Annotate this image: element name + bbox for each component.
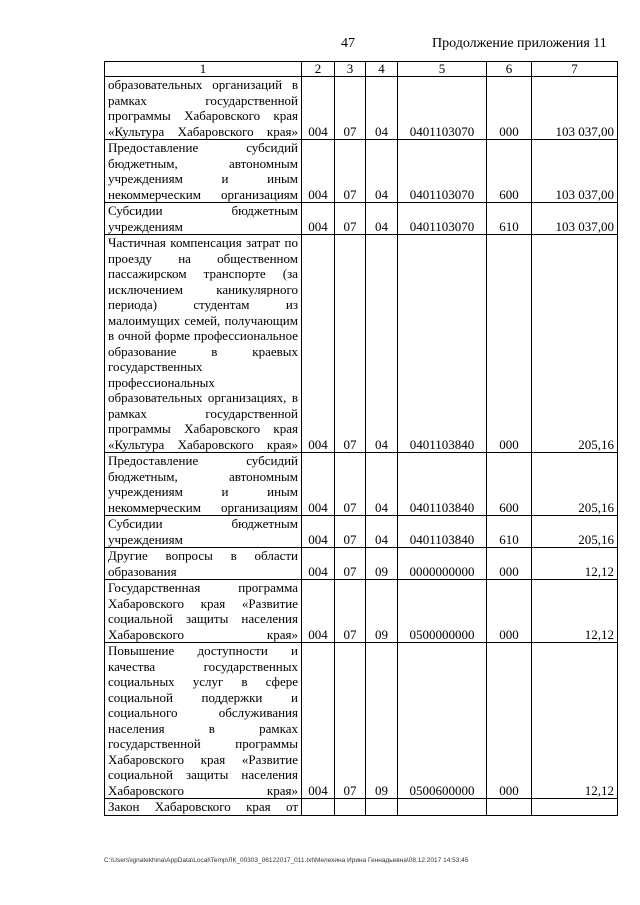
cell-target-article: 0401103840: [398, 235, 487, 453]
cell-amount: 103 037,00: [532, 203, 618, 235]
row-description: Повышение доступности и качества государственных социальных услуг в сфере социальной поддержки и социального обслуживания населения в рамках государственной программы Хабаровского края «Развитие социальной защиты населения Хабаровского края»: [105, 643, 302, 799]
column-header: 2: [302, 62, 335, 77]
cell-target-article: 0000000000: [398, 548, 487, 580]
cell-chapter: 004: [302, 548, 335, 580]
column-header: 1: [105, 62, 302, 77]
cell-subsection: 04: [366, 77, 398, 140]
cell-subsection: [366, 799, 398, 816]
column-header: 7: [532, 62, 618, 77]
cell-amount: 103 037,00: [532, 77, 618, 140]
column-header-row: [105, 62, 618, 77]
column-header: 6: [487, 62, 532, 77]
cell-chapter: 004: [302, 580, 335, 643]
cell-expense-type: 000: [487, 548, 532, 580]
cell-expense-type: 000: [487, 643, 532, 799]
cell-expense-type: 600: [487, 453, 532, 516]
cell-amount: 12,12: [532, 548, 618, 580]
table-row: [105, 799, 618, 816]
cell-target-article: 0401103840: [398, 453, 487, 516]
cell-section: 07: [335, 140, 366, 203]
cell-subsection: 04: [366, 235, 398, 453]
table-row: [105, 77, 618, 140]
cell-subsection: 04: [366, 140, 398, 203]
cell-section: 07: [335, 516, 366, 548]
file-path-footer: C:\Users\ignatekhina\AppData\Local\Temp\ЛК_00303_06122017_011.txt\Мелехина Ирина Геннадьевна\08.12.2017 14:53:45: [104, 857, 469, 864]
page-number: 47: [341, 36, 355, 51]
row-description: Субсидии бюджетным учреждениям: [105, 516, 302, 548]
table-row: [105, 643, 618, 799]
cell-amount: 205,16: [532, 453, 618, 516]
cell-target-article: 0401103840: [398, 516, 487, 548]
cell-chapter: 004: [302, 516, 335, 548]
cell-expense-type: 610: [487, 516, 532, 548]
table-row: [105, 140, 618, 203]
cell-target-article: 0401103070: [398, 140, 487, 203]
cell-target-article: 0401103070: [398, 77, 487, 140]
cell-target-article: 0500600000: [398, 643, 487, 799]
cell-expense-type: 000: [487, 235, 532, 453]
cell-amount: 12,12: [532, 643, 618, 799]
cell-amount: 205,16: [532, 235, 618, 453]
cell-subsection: 09: [366, 580, 398, 643]
row-description: Частичная компенсация затрат по проезду на общественном пассажирском транспорте (за исключением каникулярного периода) студентам из малоимущих семей, получающим в очной форме профессиональное образование в краевых государственных профессиональных образовательных организациях, в рамках государственной программы Хабаровского края «Культура Хабаровского края»: [105, 235, 302, 453]
cell-subsection: 04: [366, 516, 398, 548]
cell-chapter: 004: [302, 643, 335, 799]
cell-chapter: 004: [302, 77, 335, 140]
row-description: Закон Хабаровского края от: [105, 799, 302, 816]
row-description: образовательных организаций в рамках государственной программы Хабаровского края «Культура Хабаровского края»: [105, 77, 302, 140]
cell-chapter: 004: [302, 453, 335, 516]
cell-target-article: 0401103070: [398, 203, 487, 235]
column-header: 5: [398, 62, 487, 77]
cell-expense-type: [487, 799, 532, 816]
column-header: 3: [335, 62, 366, 77]
table-row: [105, 580, 618, 643]
cell-section: 07: [335, 453, 366, 516]
cell-expense-type: 000: [487, 77, 532, 140]
row-description: Другие вопросы в области образования: [105, 548, 302, 580]
table-row: [105, 203, 618, 235]
cell-subsection: 04: [366, 203, 398, 235]
cell-chapter: 004: [302, 203, 335, 235]
table-row: [105, 235, 618, 453]
cell-expense-type: 600: [487, 140, 532, 203]
cell-amount: 12,12: [532, 580, 618, 643]
row-description: Предоставление субсидий бюджетным, автономным учреждениям и иным некоммерческим организациям: [105, 453, 302, 516]
cell-chapter: 004: [302, 235, 335, 453]
cell-amount: [532, 799, 618, 816]
cell-chapter: 004: [302, 140, 335, 203]
cell-section: 07: [335, 548, 366, 580]
cell-section: 07: [335, 643, 366, 799]
cell-target-article: 0500000000: [398, 580, 487, 643]
cell-chapter: [302, 799, 335, 816]
cell-subsection: 09: [366, 643, 398, 799]
table-row: [105, 548, 618, 580]
cell-section: [335, 799, 366, 816]
cell-section: 07: [335, 203, 366, 235]
continuation-title: Продолжение приложения 11: [432, 36, 607, 51]
column-header: 4: [366, 62, 398, 77]
row-description: Предоставление субсидий бюджетным, автономным учреждениям и иным некоммерческим организациям: [105, 140, 302, 203]
row-description: Государственная программа Хабаровского края «Развитие социальной защиты населения Хабаровского края»: [105, 580, 302, 643]
cell-amount: 103 037,00: [532, 140, 618, 203]
cell-subsection: 09: [366, 548, 398, 580]
table-row: [105, 453, 618, 516]
budget-table: [104, 61, 618, 816]
cell-subsection: 04: [366, 453, 398, 516]
cell-section: 07: [335, 235, 366, 453]
row-description: Субсидии бюджетным учреждениям: [105, 203, 302, 235]
cell-section: 07: [335, 580, 366, 643]
cell-amount: 205,16: [532, 516, 618, 548]
cell-section: 07: [335, 77, 366, 140]
cell-expense-type: 610: [487, 203, 532, 235]
cell-expense-type: 000: [487, 580, 532, 643]
table-row: [105, 516, 618, 548]
cell-target-article: [398, 799, 487, 816]
